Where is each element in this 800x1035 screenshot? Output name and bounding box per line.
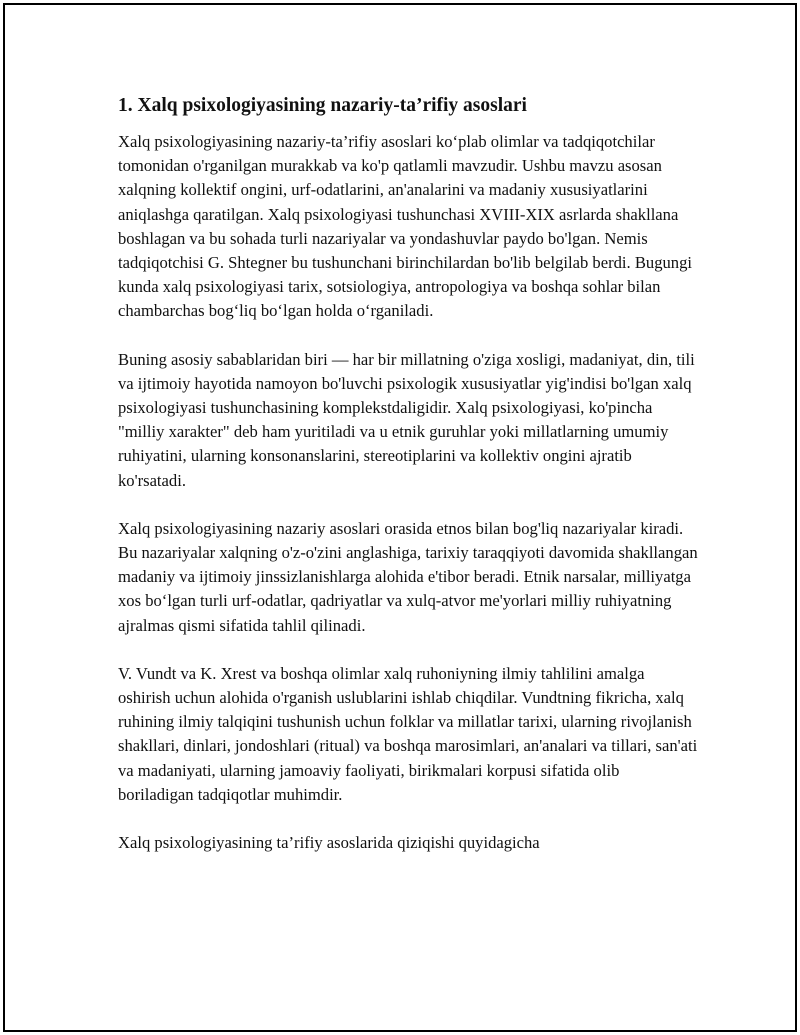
document-body [118, 92, 698, 879]
paragraph-5: Xalq psixologiyasining ta’rifiy asoslarida qiziqishi quyidagicha [118, 833, 540, 853]
paragraph-3: Xalq psixologiyasining nazariy asoslari orasida etnos bilan bog'liq nazariyalar kiradi. Bu nazariyalar xalqning o'z-o'zini anglashiga, tarixiy taraqqiyoti davomida shakllangan madaniy va ijtimoiy jinssizlanishlarga alohida e'tibor beradi. Etnik narsalar, milliyatga xos bo‘lgan turli urf-odatlar, qadriyatlar va xulq-atvor me'yorlari milliy ruhiyatning ajralmas qismi sifatida tahlil qilinadi. [118, 518, 698, 635]
paragraph-1: Xalq psixologiyasining nazariy-ta’rifiy asoslari ko‘plab olimlar va tadqiqotchilar tomonidan o'rganilgan murakkab va ko'p qatlamli mavzudir. Ushbu mavzu asosan xalqning kollektif ongini, urf-odatlarini, an'analarini va madaniy xususiyatlarini aniqlashga qaratilgan. Xalq psixologiyasi tushunchasi XVIII-XIX asrlarda shakllana boshlagan va bu sohada turli nazariyalar va yondashuvlar paydo bo'lgan. Nemis tadqiqotchisi G. Shtegner bu tushunchani birinchilardan bo'lib belgilab berdi. Bugungi kunda xalq psixologiyasi tarix, sotsiologiya, antropologiya va boshqa sohlar bilan chambarchas bog‘liq bo‘lgan holda o‘rganiladi. [118, 132, 692, 321]
paragraph-2: Buning asosiy sabablaridan biri — har bir millatning o'ziga xosligi, madaniyat, din, tili va ijtimoiy hayotida namoyon bo'luvchi psixologik xususiyatlar yig'indisi bo'lgan xalq psixologiyasi tushunchasining komplekstdaligidir. Xalq psixologiyasi, ko'pincha "milliy xarakter" deb ham yuritiladi va u etnik guruhlar yoki millatlarning umumiy ruhiyatini, ularning konsonanslarini, stereotiplarini va kollektiv ongini ajratib ko'rsatadi. [118, 349, 695, 490]
section-heading: 1. Xalq psixologiyasining nazariy-ta’rifiy asoslari [118, 95, 527, 116]
paragraph-4: V. Vundt va K. Xrest va boshqa olimlar xalq ruhoniyning ilmiy tahlilini amalga oshirish uchun alohida o'rganish uslublarini ishlab chiqdilar. Vundtning fikricha, xalq ruhining ilmiy talqiqini tushunish uchun folklar va millatlar tarixi, ularning rivojlanish shakllari, dinlari, jondoshlari (ritual) va boshqa marosimlari, an'analari va tillari, san'ati va madaniyati, ularning jamoaviy faoliyati, birikmalari korpusi sifatida olib boriladigan tadqiqotlar muhimdir. [118, 663, 698, 804]
